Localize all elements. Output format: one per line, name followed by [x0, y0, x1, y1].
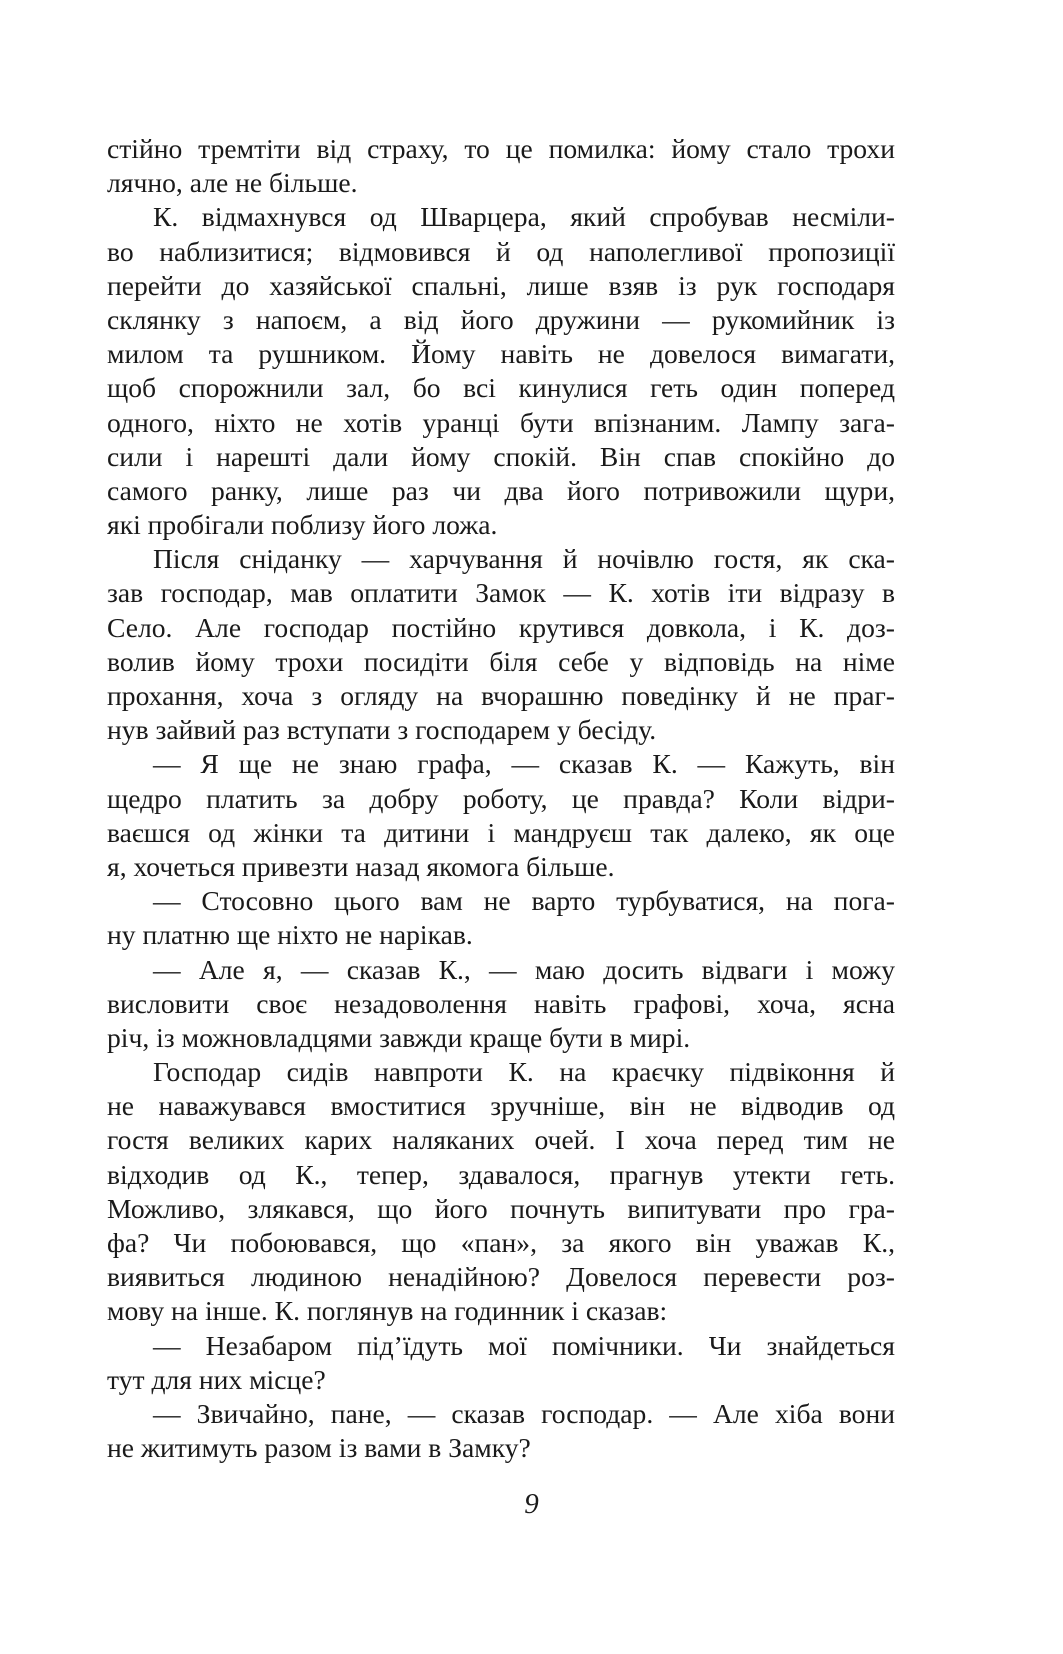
page-number: 9 — [524, 1488, 539, 1520]
text-line: во наблизитися; відмовився й од наполегливої пропозиції — [107, 235, 895, 267]
text-line: стійно тремтіти від страху, то це помилка: йому стало трохи — [107, 133, 895, 164]
paragraph — [107, 132, 895, 200]
text-line: самого ранку, лише раз чи два його потривожили щури, — [107, 474, 895, 506]
text-line: милом та рушником. Йому навіть не довелося вимагати, — [107, 338, 895, 370]
paragraph — [107, 1397, 895, 1465]
text-line: лячно, але не більше. — [107, 167, 358, 199]
text-line: які пробігали поблизу його ложа. — [107, 509, 498, 541]
text-line: нув зайвий раз вступати з господарем у бесіду. — [107, 714, 657, 746]
text-line: мову на інше. К. поглянув на годинник і сказав: — [107, 1295, 668, 1327]
paragraph — [107, 953, 895, 1056]
text-line: гостя великих карих наляканих очей. І хоча перед тим не — [107, 1124, 895, 1156]
text-line: виявиться людиною ненадійною? Довелося перевести роз- — [107, 1261, 895, 1293]
paragraph — [107, 1055, 895, 1329]
text-line: зав господар, мав оплатити Замок — К. хотів іти відразу в — [107, 577, 895, 609]
text-line: перейти до хазяйської спальні, лише взяв із рук господаря — [107, 269, 895, 301]
text-line: Село. Але господар постійно крутився довкола, і К. доз- — [107, 611, 895, 643]
text-line: Господар сидів навпроти К. на краєчку підвіконня й — [153, 1056, 895, 1088]
text-line: одного, ніхто не хотів уранці бути впізнаним. Лампу зага- — [107, 406, 895, 438]
text-line: щоб спорожнили зал, бо всі кинулися геть один поперед — [107, 372, 895, 404]
text-line: відходив од К., тепер, здавалося, прагнув утекти геть. — [107, 1158, 895, 1190]
text-line: прохання, хоча з огляду на вчорашню поведінку й не праг- — [107, 680, 895, 711]
text-line: склянку з напоєм, а від його дружини — рукомийник із — [107, 303, 895, 335]
text-line: річ, із можновладцями завжди краще бути в мирі. — [107, 1021, 691, 1053]
text-line: — Незабаром під’їдуть мої помічники. Чи знайдеться — [153, 1329, 895, 1361]
paragraph — [107, 884, 895, 952]
text-line: Можливо, злякався, що його почнуть випитувати про гра- — [107, 1192, 895, 1224]
text-line: волив йому трохи посидіти біля себе у відповідь на німе — [107, 645, 895, 677]
paragraph — [107, 542, 895, 747]
text-line: фа? Чи побоювався, що «пан», за якого він уважав К., — [107, 1227, 895, 1258]
text-line: — Але я, — сказав К., — маю досить відваги і можу — [153, 953, 895, 985]
body-text — [107, 132, 895, 1465]
text-line: не житимуть разом із вами в Замку? — [107, 1432, 531, 1464]
text-line: ваєшся од жінки та дитини і мандруєш так далеко, як оце — [107, 816, 895, 848]
text-line: не наважувався вмоститися зручніше, він не відводив од — [107, 1090, 895, 1122]
paragraph — [107, 200, 895, 542]
text-line: — Стосовно цього вам не варто турбуватися, на пога- — [153, 885, 895, 917]
text-line: сили і нарешті дали йому спокій. Він спав спокійно до — [107, 440, 895, 472]
text-line: ну платню ще ніхто не нарікав. — [107, 919, 473, 951]
text-line: я, хочеться привезти назад якомога більше. — [107, 850, 615, 882]
text-line: К. відмахнувся од Шварцера, який спробував несміли- — [153, 201, 895, 233]
text-line: висловити своє незадоволення навіть графові, хоча, ясна — [107, 987, 895, 1019]
text-line: щедро платить за добру роботу, це правда? Коли відри- — [107, 782, 895, 814]
text-line: — Звичайно, пане, — сказав господар. — Але хіба вони — [153, 1397, 895, 1429]
paragraph — [107, 747, 895, 884]
text-line: Після сніданку — харчування й ночівлю гостя, як ска- — [153, 543, 895, 575]
text-line: — Я ще не знаю графа, — сказав К. — Кажуть, він — [153, 748, 895, 780]
text-line: тут для них місце? — [107, 1363, 326, 1395]
paragraph — [107, 1329, 895, 1397]
